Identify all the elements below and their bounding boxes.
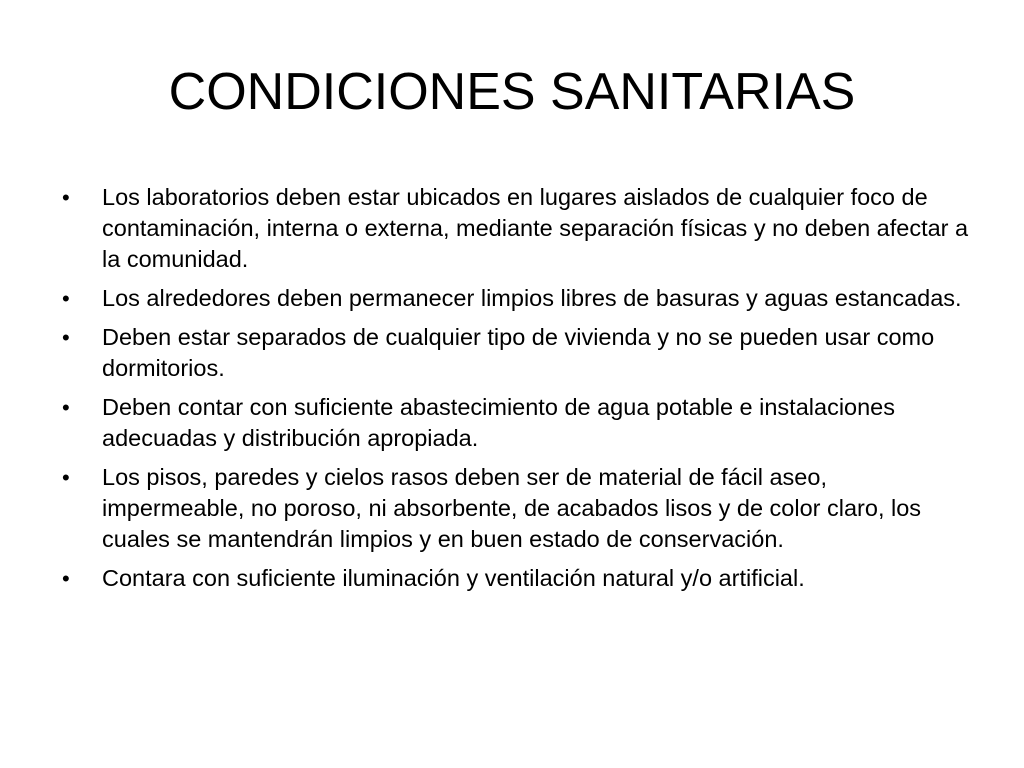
bullet-item [62, 563, 974, 594]
bullet-text: Los laboratorios deben estar ubicados en lugares aislados de cualquier foco de contaminación, interna o externa, mediante separación físicas y no deben afectar a la comunidad. [102, 184, 969, 272]
bullet-text: Deben estar separados de cualquier tipo de vivienda y no se pueden usar como dormitorios. [102, 324, 935, 381]
bullet-text: Contara con suficiente iluminación y ventilación natural y/o artificial. [102, 565, 805, 591]
bullet-list [62, 182, 974, 602]
bullet-icon: • [62, 325, 70, 350]
bullet-icon: • [62, 566, 70, 591]
bullet-text: Deben contar con suficiente abastecimiento de agua potable e instalaciones adecuadas y distribución apropiada. [102, 394, 895, 451]
bullet-icon: • [62, 185, 70, 210]
bullet-icon: • [62, 286, 70, 311]
bullet-item [62, 462, 974, 555]
bullet-item [62, 392, 974, 454]
slide-title: CONDICIONES SANITARIAS [168, 63, 856, 121]
bullet-item [62, 283, 974, 314]
bullet-item [62, 322, 974, 384]
bullet-text: Los alrededores deben permanecer limpios libres de basuras y aguas estancadas. [102, 285, 962, 311]
bullet-icon: • [62, 395, 70, 420]
bullet-text: Los pisos, paredes y cielos rasos deben ser de material de fácil aseo, impermeable, no poroso, ni absorbente, de acabados lisos y de color claro, los cuales se mantendrán limpios y en buen estado de conservación. [102, 464, 922, 552]
bullet-icon: • [62, 465, 70, 490]
bullet-item [62, 182, 974, 275]
